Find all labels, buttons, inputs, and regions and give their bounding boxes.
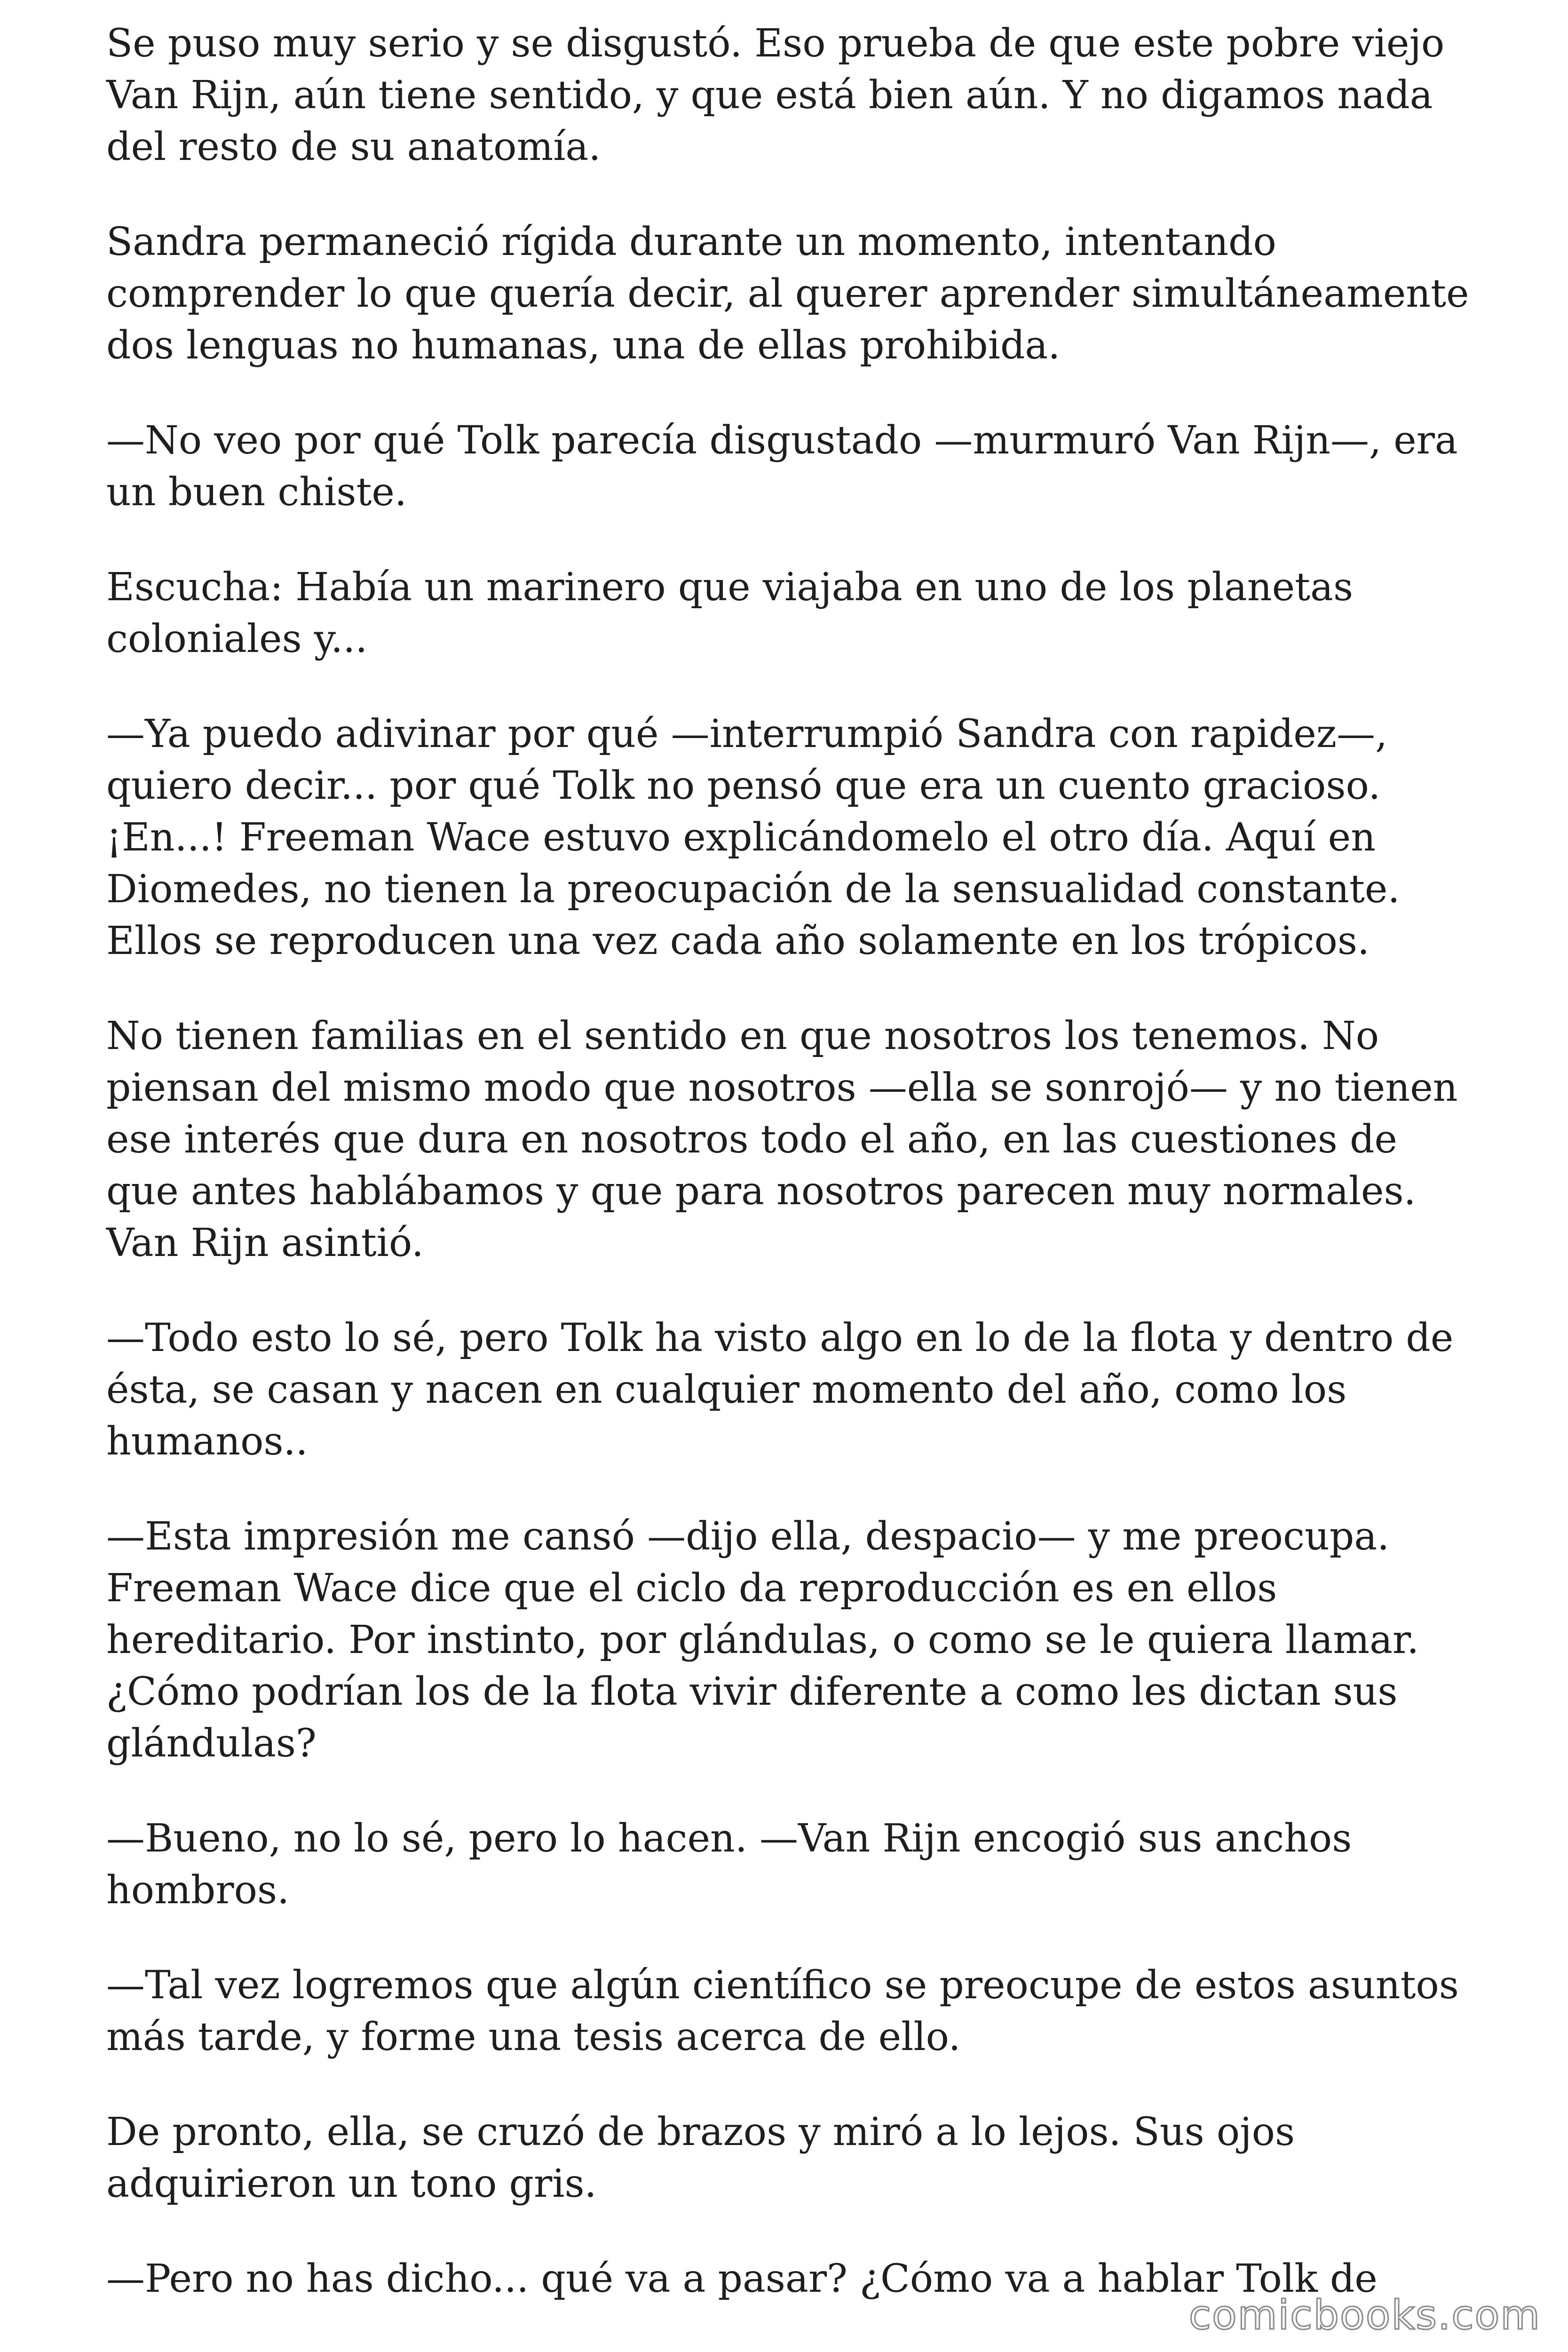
watermark: comicbooks.com [1188, 2292, 1541, 2339]
paragraph: —Bueno, no lo sé, pero lo hacen. —Van Rijn encogió sus anchos hombros. [106, 1816, 1352, 1913]
paragraph: —Ya puedo adivinar por qué —interrumpió Sandra con rapidez—, quiero decir... por qué Tolk no pensó que era un cuento gracioso. ¡En...! Freeman Wace estuvo explicándomelo el otro día. Aquí en Diomedes, no tienen la preocupación de la sensualidad constante. Ellos se reproducen una vez cada año solamente en los trópicos. [106, 712, 1400, 963]
paragraph: —Tal vez logremos que algún científico se preocupe de estos asuntos más tarde, y forme una tesis acerca de ello. [106, 1963, 1459, 2059]
paragraph: Se puso muy serio y se disgustó. Eso prueba de que este pobre viejo Van Rijn, aún tiene sentido, y que está bien aún. Y no digamos nada del resto de su anatomía. [106, 21, 1445, 169]
paragraph: —No veo por qué Tolk parecía disgustado —murmuró Van Rijn—, era un buen chiste. [106, 418, 1458, 515]
paragraph: Sandra permaneció rígida durante un momento, intentando comprender lo que quería decir, al querer aprender simultáneamente dos lenguas no humanas, una de ellas prohibida. [106, 220, 1469, 368]
paragraph: Escucha: Había un marinero que viajaba en uno de los planetas coloniales y... [106, 565, 1354, 661]
body-text [106, 18, 1470, 2305]
paragraph: —Todo esto lo sé, pero Tolk ha visto algo en lo de la flota y dentro de ésta, se casan y nacen en cualquier momento del año, como los humanos.. [106, 1316, 1454, 1464]
paragraph: —Esta impresión me cansó —dijo ella, despacio— y me preocupa. Freeman Wace dice que el ciclo da reproducción es en ellos hereditario. Por instinto, por glándulas, o como se le quiera llamar. ¿Cómo podrían los de la flota vivir diferente a como les dictan sus glándulas? [106, 1514, 1419, 1766]
paragraph: —Pero no has dicho... qué va a pasar? ¿Cómo va a hablar Tolk de [106, 2257, 1378, 2301]
paragraph: De pronto, ella, se cruzó de brazos y miró a lo lejos. Sus ojos adquirieron un tono gris. [106, 2110, 1295, 2206]
paragraph: No tienen familias en el sentido en que nosotros los tenemos. No piensan del mismo modo que nosotros —ella se sonrojó— y no tienen ese interés que dura en nosotros todo el año, en las cuestiones de que antes hablábamos y que para nosotros parecen muy normales. Van Rijn asintió. [106, 1014, 1458, 1265]
